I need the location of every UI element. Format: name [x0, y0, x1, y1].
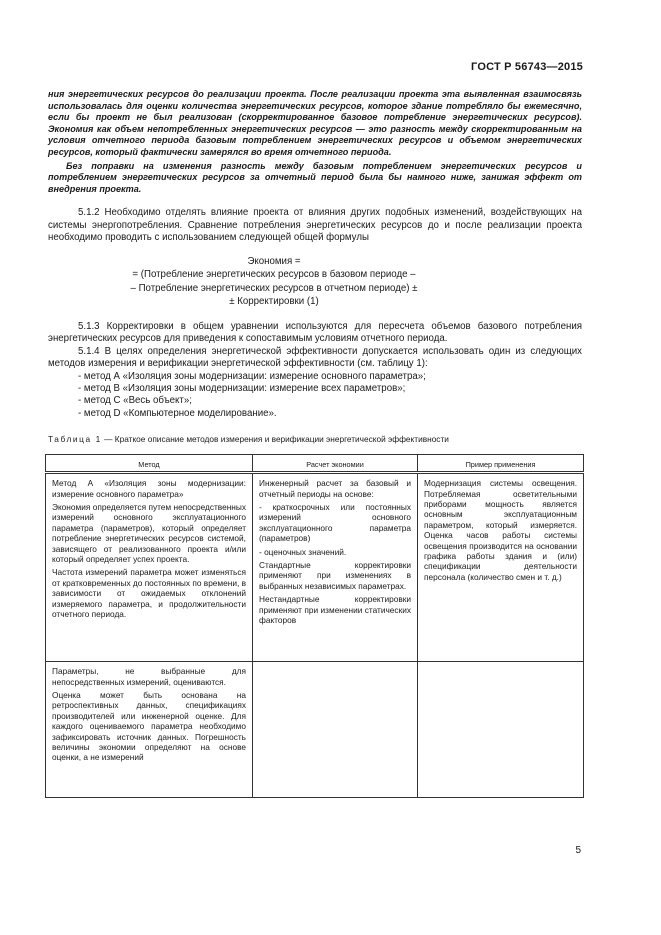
page-number: 5 — [575, 845, 581, 856]
cell-calc-a — [253, 474, 418, 662]
header-calc: Расчет экономии — [253, 455, 418, 472]
cell-method-a-cont — [46, 662, 253, 798]
table-caption-text: — Краткое описание методов измерения и верификации энергетической эффективности — [101, 434, 449, 445]
section-5-1-2: 5.1.2 Необходимо отделять влияние проекта от влияния других подобных изменений, воздействующих на системы энергопотребления. Сравнение потребления энергетических ресурсов до и после реализации проекта необходимо проводить с использованием следующей общей формулы — [48, 207, 582, 244]
note-paragraph-2: Без поправки на изменения разность между базовым потреблением энергетических ресурсов и потреблением энергетических ресурсов за отчетный период была бы намного ниже, занижая эффект от внедрения проекта. — [48, 160, 582, 194]
cell-text: Параметры, не выбранные для непосредственных измерений, оцениваются. — [52, 666, 246, 687]
methods-table — [45, 454, 584, 798]
formula-line-3: – Потребление энергетических ресурсов в отчетном периоде) ± — [130, 282, 418, 294]
list-item: - метод В «Изоляция зоны модернизации: измерение всех параметров»; — [78, 382, 406, 394]
formula — [48, 255, 582, 309]
page-content — [48, 89, 582, 798]
methods-list — [48, 371, 582, 421]
table-row — [46, 474, 584, 662]
cell-text: Оценка может быть основана на ретроспективных данных, спецификациях производителей или инженерной оценке. Для каждого оцениваемого параметра необходимо зафиксировать источник данных. Погрешность величины экономии определяют на основе оценки, а не измерений — [52, 690, 246, 763]
cell-text: Частота измерений параметра может изменяться от кратковременных до постоянных по времени, в зависимости от ожидаемых отклонений измеряемого параметра, и продолжительности отчетного периода. — [52, 567, 246, 620]
cell-text: Нестандартные корректировки применяют при изменении статических факторов — [259, 594, 411, 626]
cell-example-a — [418, 474, 584, 662]
table-caption — [48, 434, 582, 445]
cell-text: Метод А «Изоляция зоны модернизации: измерение основного параметра» — [52, 478, 246, 499]
cell-text: Экономия определяется путем непосредственных измерений основного эксплуатационного параметра (параметров), который определяет потребление энергетических ресурсов системой, зависящего от реализованного проекта и/или который определяет успех проекта. — [52, 502, 246, 565]
table-caption-label: Таблица 1 — [48, 434, 102, 445]
formula-line-4: ± Корректировки (1) — [229, 296, 319, 308]
cell-text: Модернизация системы освещения. Потребляемая осветительными приборами мощность является основным эксплуатационным параметром, который измеряется. Оценка часов работы системы освещения производится на основании графика работы здания и (или) спецификации деятельности персонала (количество смен и т. д.) — [424, 478, 577, 582]
list-item: - метод С «Весь объект»; — [78, 395, 192, 407]
section-5-1-3: 5.1.3 Корректировки в общем уравнении используются для пересчета объемов базового потребления энергетических ресурсов для приведения к сопоставимым условиям отчетного периода. — [48, 320, 582, 345]
formula-line-1: Экономия = — [247, 255, 301, 267]
cell-method-a — [46, 474, 253, 662]
note-paragraph-1: ния энергетических ресурсов до реализации проекта. После реализации проекта эта выявленная взаимосвязь использовалась для оценки количества энергетических ресурсов, которое здание потребляло бы ежемесячно, если бы проект не был реализован (скорректированное базовое потребление энергетических ресурсов). Экономия как объем непотребленных энергетических ресурсов — это разность между скорректированным на условия отчетного периода базовым потреблением энергетических ресурсов и объемом энергетических ресурсов, который фактически замерялся во время отчетного периода. — [48, 89, 582, 157]
cell-text: - краткосрочных или постоянных измерений основного эксплуатационного параметра (параметров) — [259, 502, 411, 544]
cell-text: Инженерный расчет за базовый и отчетный периоды на основе: — [259, 478, 411, 499]
list-item: - метод D «Компьютерное моделирование». — [78, 407, 277, 419]
table-row — [46, 662, 584, 798]
section-5-1-4: 5.1.4 В целях определения энергетической эффективности допускается использовать один из следующих методов измерения и верификации энергетической эффективности (см. таблицу 1): — [48, 345, 582, 370]
cell-calc-empty — [253, 662, 418, 798]
formula-line-2: = (Потребление энергетических ресурсов в базовом периоде – — [132, 269, 416, 281]
header-example: Пример применения — [418, 455, 584, 472]
header-method: Метод — [46, 455, 253, 472]
table-header-row — [46, 455, 584, 472]
cell-example-empty — [418, 662, 584, 798]
cell-text: Стандартные корректировки применяют при изменениях в выбранных независимых параметрах. — [259, 560, 411, 591]
list-item: - метод А «Изоляция зоны модернизации: измерение основного параметра»; — [78, 370, 426, 382]
cell-text: - оценочных значений. — [259, 546, 347, 557]
document-number: ГОСТ Р 56743—2015 — [471, 61, 583, 73]
